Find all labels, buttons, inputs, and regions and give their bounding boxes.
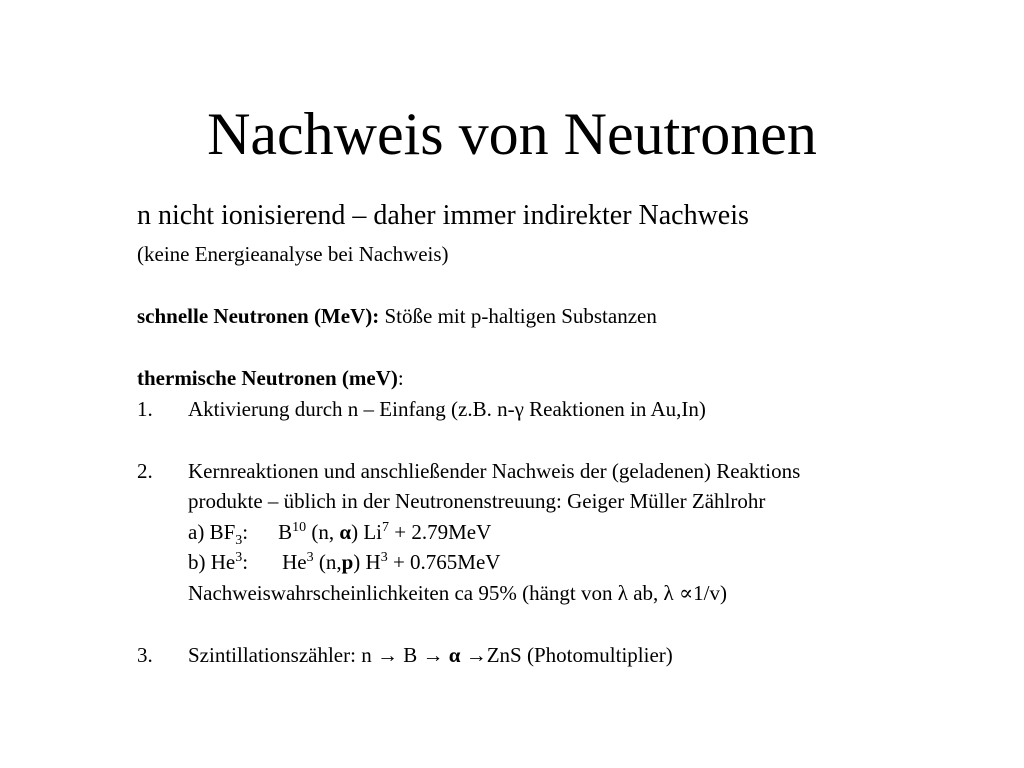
thermal-neutrons-line xyxy=(137,366,404,391)
item-1-number: 1. xyxy=(137,397,153,421)
reaction-a-open: (n, xyxy=(306,520,340,544)
reaction-a-target-sup: 10 xyxy=(292,520,307,535)
reaction-a-close: ) Li xyxy=(351,520,382,544)
reaction-a-label-sub: 3 xyxy=(235,533,243,549)
reaction-b-label-sup: 3 xyxy=(235,550,243,565)
slide-title: Nachweis von Neutronen xyxy=(207,101,817,167)
reaction-a xyxy=(188,520,492,549)
reaction-a-label: a) BF xyxy=(188,520,236,544)
item-3-number: 3. xyxy=(137,643,153,667)
reaction-a-energy: + 2.79MeV xyxy=(389,520,492,544)
reaction-b-target-sup: 3 xyxy=(306,550,314,565)
reaction-b-close: ) H xyxy=(353,550,381,574)
item-3-text xyxy=(188,643,673,668)
item-1-post: Reaktionen in Au,In) xyxy=(523,397,706,421)
reaction-b-target: He xyxy=(282,550,307,574)
gamma-symbol: γ xyxy=(514,397,524,421)
reaction-b-open: (n, xyxy=(313,550,342,574)
reaction-b-particle: p xyxy=(341,550,354,574)
item-2-line2: produkte – üblich in der Neutronenstreuung: Geiger Müller Zählrohr xyxy=(188,489,766,513)
item-1-pre: Aktivierung durch n – Einfang (z.B. n- xyxy=(188,397,515,421)
fast-neutrons-label: schnelle Neutronen (MeV): xyxy=(137,304,380,328)
thermal-neutrons-suffix: : xyxy=(397,366,404,390)
reaction-a-particle: α xyxy=(339,520,352,544)
intro-note: (keine Energieanalyse bei Nachweis) xyxy=(137,242,449,266)
intro-line: n nicht ionisierend – daher immer indirekter Nachweis xyxy=(137,200,749,231)
reaction-a-target: B xyxy=(278,520,293,544)
item-1-text xyxy=(188,397,706,422)
fast-neutrons-text: Stöße mit p-haltigen Substanzen xyxy=(379,304,657,328)
fast-neutrons-line xyxy=(137,304,657,329)
reaction-b xyxy=(188,550,500,575)
reaction-b-label: b) He xyxy=(188,550,236,574)
reaction-a-product-sup: 7 xyxy=(382,520,389,535)
alpha-symbol: α xyxy=(448,643,461,667)
reaction-b-energy: + 0.765MeV xyxy=(387,550,501,574)
reaction-b-product-sup: 3 xyxy=(380,550,388,565)
item-2-efficiency: Nachweiswahrscheinlichkeiten ca 95% (hängt von λ ab, λ ∝1/v) xyxy=(188,581,727,605)
reaction-a-colon: : xyxy=(242,520,249,544)
item-3-pre: Szintillationszähler: n → B → xyxy=(188,643,449,667)
item-3-post: →ZnS (Photomultiplier) xyxy=(460,643,673,667)
item-2-line1: Kernreaktionen und anschließender Nachweis der (geladenen) Reaktions xyxy=(188,459,801,483)
reaction-b-colon: : xyxy=(242,550,249,574)
item-2-number: 2. xyxy=(137,459,153,483)
thermal-neutrons-label: thermische Neutronen (meV) xyxy=(137,366,398,390)
